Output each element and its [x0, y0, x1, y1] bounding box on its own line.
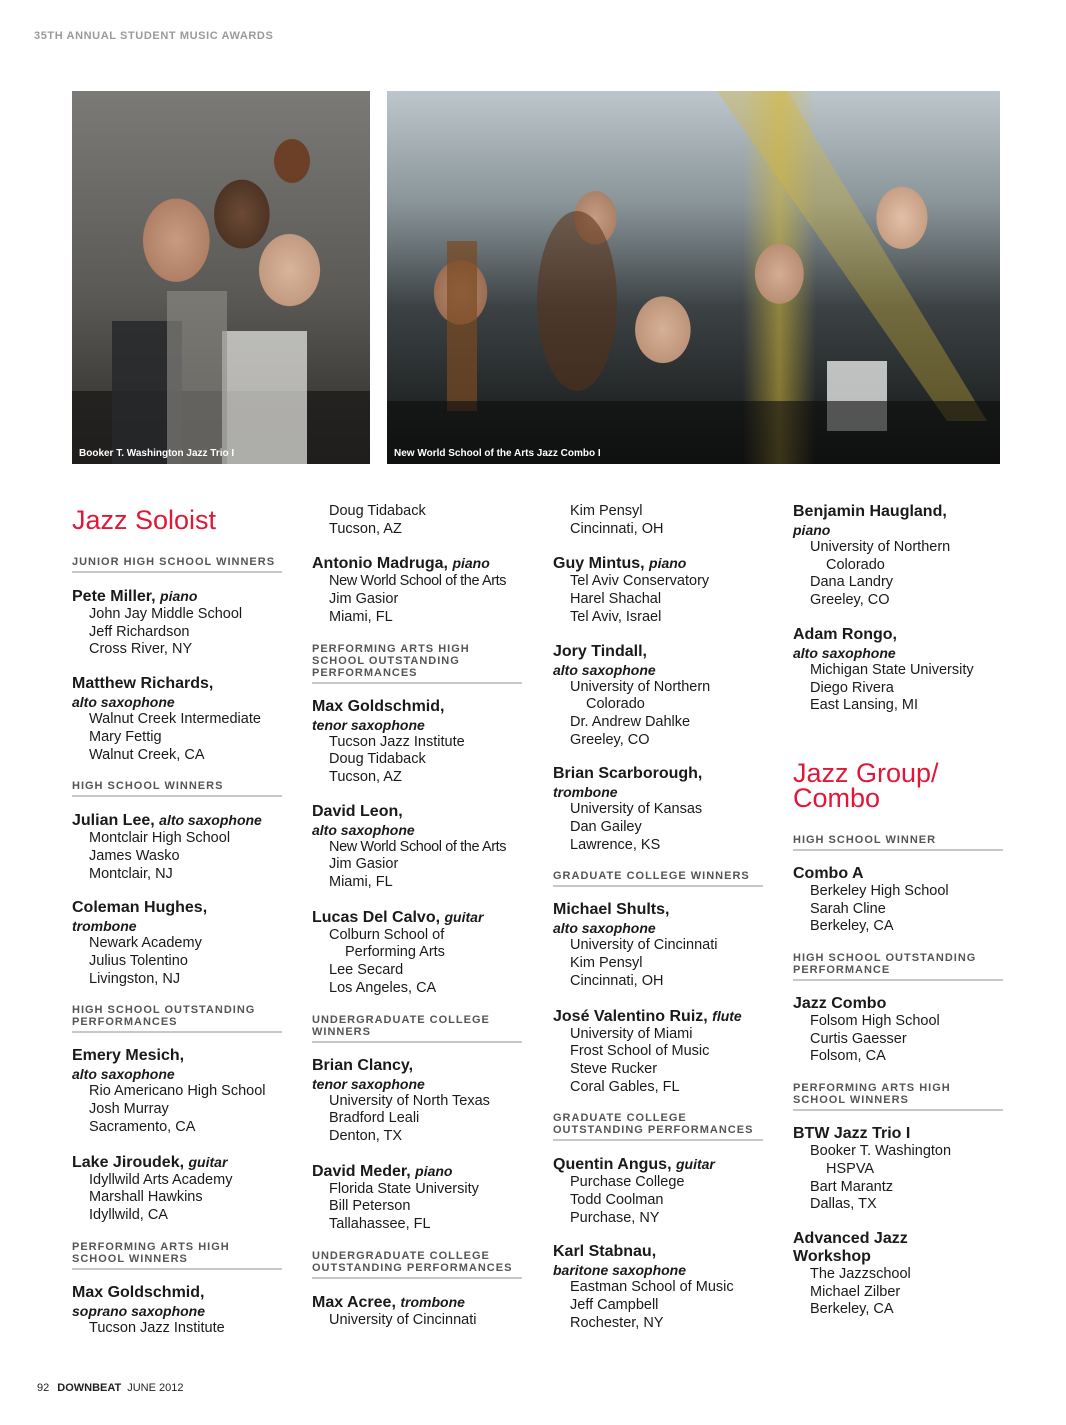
director: Bill Peterson	[329, 1198, 411, 1215]
school: Newark Academy	[89, 935, 202, 952]
winner-name: Matthew Richards,	[72, 675, 214, 693]
director: Jeff Richardson	[89, 623, 190, 640]
category-heading: GRADUATE COLLEGE OUTSTANDING PERFORMANCES	[553, 1112, 763, 1141]
award-entry	[312, 1293, 522, 1330]
director: Kim Pensyl	[570, 503, 643, 519]
location: Coral Gables, FL	[570, 1078, 680, 1095]
school-continued: Performing Arts	[345, 944, 445, 961]
director: Jeff Campbell	[570, 1297, 659, 1314]
location: Montclair, NJ	[89, 865, 173, 882]
instrument: soprano saxophone	[72, 1302, 206, 1319]
school: Purchase College	[570, 1174, 685, 1191]
school: Colburn School of	[329, 926, 445, 943]
school-continued: HSPVA	[826, 1160, 875, 1177]
school: Booker T. Washington	[810, 1143, 952, 1160]
photo-caption-right: New World School of the Arts Jazz Combo I	[394, 448, 601, 459]
director: Todd Coolman	[570, 1192, 664, 1209]
section-title-jazz-soloist: Jazz Soloist	[72, 505, 217, 535]
director: Doug Tidaback	[329, 751, 426, 768]
winner-name: Emery Mesich,	[72, 1047, 185, 1065]
column-4	[793, 503, 1003, 1335]
instrument: trombone	[553, 784, 618, 801]
instrument: trombone	[72, 918, 137, 935]
award-entry	[312, 554, 522, 626]
award-entry	[72, 1284, 282, 1338]
director: Bart Marantz	[810, 1178, 893, 1195]
location: Greeley, CO	[570, 731, 650, 748]
director: Jim Gasior	[329, 856, 399, 873]
award-entry	[312, 1057, 522, 1146]
category-heading: PERFORMING ARTS HIGH SCHOOL WINNERS	[793, 1082, 1003, 1111]
director: Julius Tolentino	[89, 953, 188, 970]
award-entry	[312, 1162, 522, 1234]
winner-name: Michael Shults,	[553, 901, 670, 919]
location: Berkeley, CA	[810, 918, 894, 935]
page-number: 92	[37, 1382, 50, 1394]
award-entry-continued	[312, 503, 522, 538]
location: Lawrence, KS	[570, 836, 661, 853]
winner-name: Pete Miller, piano	[72, 588, 198, 605]
category-heading: PERFORMING ARTS HIGH SCHOOL WINNERS	[72, 1241, 282, 1270]
location: Tucson, AZ	[329, 768, 402, 785]
photo-illustration	[387, 91, 1000, 464]
winner-name: David Leon,	[312, 802, 403, 820]
award-entry	[553, 643, 763, 750]
director: Sarah Cline	[810, 900, 886, 917]
instrument: alto saxophone	[553, 661, 656, 678]
director: Bradford Leali	[329, 1110, 420, 1127]
winner-name: Guy Mintus, piano	[553, 555, 687, 573]
instrument: alto saxophone	[312, 821, 415, 838]
school: University of Cincinnati	[329, 1311, 477, 1328]
category-heading: GRADUATE COLLEGE WINNERS	[553, 870, 763, 887]
column-2	[312, 503, 522, 1345]
director: Jim Gasior	[329, 591, 399, 608]
location: East Lansing, MI	[810, 697, 918, 714]
instrument: tenor saxophone	[312, 716, 425, 733]
school: Idyllwild Arts Academy	[89, 1171, 233, 1188]
director: Kim Pensyl	[570, 955, 643, 972]
school: Walnut Creek Intermediate	[89, 711, 261, 728]
school: Tucson Jazz Institute	[329, 733, 465, 750]
location: Denton, TX	[329, 1127, 403, 1144]
location: Rochester, NY	[570, 1314, 664, 1331]
winner-name: Max Goldschmid,	[72, 1283, 205, 1301]
instrument: alto saxophone	[553, 920, 656, 937]
director: Diego Rivera	[810, 679, 894, 696]
award-entry	[793, 503, 1003, 610]
school: University of Northern	[810, 539, 951, 555]
photo-booker-t-washington-trio	[72, 91, 370, 464]
location: Idyllwild, CA	[89, 1206, 168, 1223]
award-entry	[72, 1153, 282, 1225]
location: Cross River, NY	[89, 641, 193, 658]
school: New World School of the Arts	[329, 573, 507, 590]
school: Tucson Jazz Institute	[89, 1319, 225, 1336]
award-entry	[553, 901, 763, 990]
school-continued: Colorado	[586, 696, 645, 713]
group-name: BTW Jazz Trio I	[793, 1125, 911, 1143]
winner-name: Julian Lee, alto saxophone	[72, 812, 262, 830]
category-heading: UNDERGRADUATE COLLEGE WINNERS	[312, 1014, 522, 1043]
photo-new-world-school-combo	[387, 91, 1000, 464]
category-heading: JUNIOR HIGH SCHOOL WINNERS	[72, 556, 282, 573]
award-entry	[72, 675, 282, 764]
location: Sacramento, CA	[89, 1118, 196, 1135]
photo-illustration	[72, 91, 370, 464]
instrument: alto saxophone	[793, 644, 896, 661]
location: Cincinnati, OH	[570, 972, 664, 989]
winner-name: Brian Scarborough,	[553, 765, 703, 783]
director: Josh Murray	[89, 1101, 169, 1118]
location: Miami, FL	[329, 874, 393, 891]
winner-name: Lucas Del Calvo, guitar	[312, 908, 484, 926]
award-entry	[553, 765, 763, 854]
director: Steve Rucker	[570, 1060, 658, 1077]
group-name: Jazz Combo	[793, 995, 887, 1013]
school: New World School of the Arts	[329, 838, 507, 855]
instrument: baritone saxophone	[553, 1262, 687, 1279]
photo-caption-left: Booker T. Washington Jazz Trio I	[79, 448, 235, 459]
page-footer	[37, 1382, 183, 1394]
location: Tucson, AZ	[329, 520, 402, 537]
director: Lee Secard	[329, 962, 404, 979]
director: Curtis Gaesser	[810, 1030, 907, 1047]
winner-name: Adam Rongo,	[793, 625, 897, 643]
category-heading: PERFORMING ARTS HIGH SCHOOL OUTSTANDING PERFORMANCES	[312, 643, 522, 684]
category-heading: HIGH SCHOOL WINNERS	[72, 780, 282, 797]
award-entry	[72, 811, 282, 883]
director: James Wasko	[89, 847, 180, 864]
school: Tel Aviv Conservatory	[570, 573, 710, 590]
section-title-line: Jazz Group/	[793, 757, 939, 788]
award-entry	[793, 1125, 1003, 1214]
winner-name: Jory Tindall,	[553, 642, 647, 660]
director: Dana Landry	[810, 574, 894, 591]
school: University of Northern	[570, 678, 711, 695]
location: Purchase, NY	[570, 1209, 660, 1226]
winner-name: David Meder, piano	[312, 1162, 453, 1180]
category-heading: HIGH SCHOOL OUTSTANDING PERFORMANCE	[793, 952, 1003, 981]
category-heading: UNDERGRADUATE COLLEGE OUTSTANDING PERFORMANCES	[312, 1250, 522, 1279]
award-entry	[553, 554, 763, 626]
issue-date: JUNE 2012	[127, 1382, 184, 1394]
section-title-line: Combo	[793, 782, 881, 813]
director: Doug Tidaback	[329, 503, 426, 519]
winner-name: José Valentino Ruiz, flute	[553, 1007, 742, 1025]
winner-name: Max Goldschmid,	[312, 697, 445, 715]
director: Marshall Hawkins	[89, 1189, 203, 1206]
location: Cincinnati, OH	[570, 520, 664, 537]
instrument: tenor saxophone	[312, 1075, 425, 1092]
category-heading: HIGH SCHOOL OUTSTANDING PERFORMANCES	[72, 1004, 282, 1033]
school: Berkeley High School	[810, 882, 949, 899]
section-title-jazz-group-combo	[793, 757, 1003, 813]
school: Montclair High School	[89, 830, 231, 847]
winner-name: Benjamin Haugland,	[793, 503, 947, 520]
award-entry	[553, 1155, 763, 1227]
group-name: Combo A	[793, 864, 864, 882]
running-head: 35TH ANNUAL STUDENT MUSIC AWARDS	[34, 30, 274, 42]
award-entry-continued	[553, 503, 763, 538]
location: Los Angeles, CA	[329, 979, 437, 996]
director: Dan Gailey	[570, 819, 642, 836]
location: Berkeley, CA	[810, 1301, 894, 1318]
winner-name: Coleman Hughes,	[72, 899, 208, 917]
award-entry	[72, 1047, 282, 1136]
column-1	[72, 503, 282, 1353]
director: Dr. Andrew Dahlke	[570, 713, 691, 730]
school: University of Cincinnati	[570, 937, 718, 954]
winner-name: Karl Stabnau,	[553, 1243, 657, 1261]
award-entry	[72, 899, 282, 988]
school: John Jay Middle School	[89, 606, 243, 622]
winner-name: Max Acree, trombone	[312, 1293, 465, 1311]
location: Tallahassee, FL	[329, 1216, 431, 1233]
director: Michael Zilber	[810, 1283, 901, 1300]
director: Mary Fettig	[89, 728, 162, 745]
school: Folsom High School	[810, 1013, 940, 1030]
award-entry	[793, 995, 1003, 1066]
director: Harel Shachal	[570, 591, 662, 608]
instrument: piano	[793, 522, 831, 538]
location: Livingston, NJ	[89, 970, 181, 987]
instrument: alto saxophone	[72, 1066, 175, 1083]
school: The Jazzschool	[810, 1265, 911, 1282]
location: Folsom, CA	[810, 1048, 886, 1065]
winner-name: Lake Jiroudek, guitar	[72, 1153, 228, 1171]
award-entry	[793, 626, 1003, 715]
school-department: Frost School of Music	[570, 1043, 710, 1060]
school: Eastman School of Music	[570, 1279, 734, 1296]
instrument: alto saxophone	[72, 694, 175, 711]
category-heading: HIGH SCHOOL WINNER	[793, 834, 1003, 851]
location: Miami, FL	[329, 608, 393, 625]
winner-name: Brian Clancy,	[312, 1056, 414, 1074]
location: Walnut Creek, CA	[89, 746, 205, 763]
group-name: Advanced Jazz Workshop	[793, 1229, 908, 1265]
award-entry	[793, 1230, 1003, 1319]
school: Michigan State University	[810, 661, 974, 678]
location: Greeley, CO	[810, 592, 890, 609]
award-entry	[793, 865, 1003, 936]
school: University of Kansas	[570, 801, 703, 818]
award-entry	[312, 908, 522, 998]
location: Tel Aviv, Israel	[570, 608, 662, 625]
magazine-name: DOWNBEAT	[57, 1382, 122, 1394]
location: Dallas, TX	[810, 1196, 877, 1213]
award-entry	[312, 803, 522, 892]
winner-name: Antonio Madruga, piano	[312, 555, 490, 573]
school: Rio Americano High School	[89, 1083, 266, 1100]
award-entry	[312, 698, 522, 787]
school: University of Miami	[570, 1025, 693, 1042]
school: Florida State University	[329, 1180, 479, 1197]
award-entry	[553, 1007, 763, 1097]
award-entry	[553, 1243, 763, 1332]
column-3	[553, 503, 763, 1349]
school-continued: Colorado	[826, 556, 885, 573]
award-entry	[72, 587, 282, 659]
winner-name: Quentin Angus, guitar	[553, 1156, 715, 1174]
school: University of North Texas	[329, 1092, 490, 1109]
